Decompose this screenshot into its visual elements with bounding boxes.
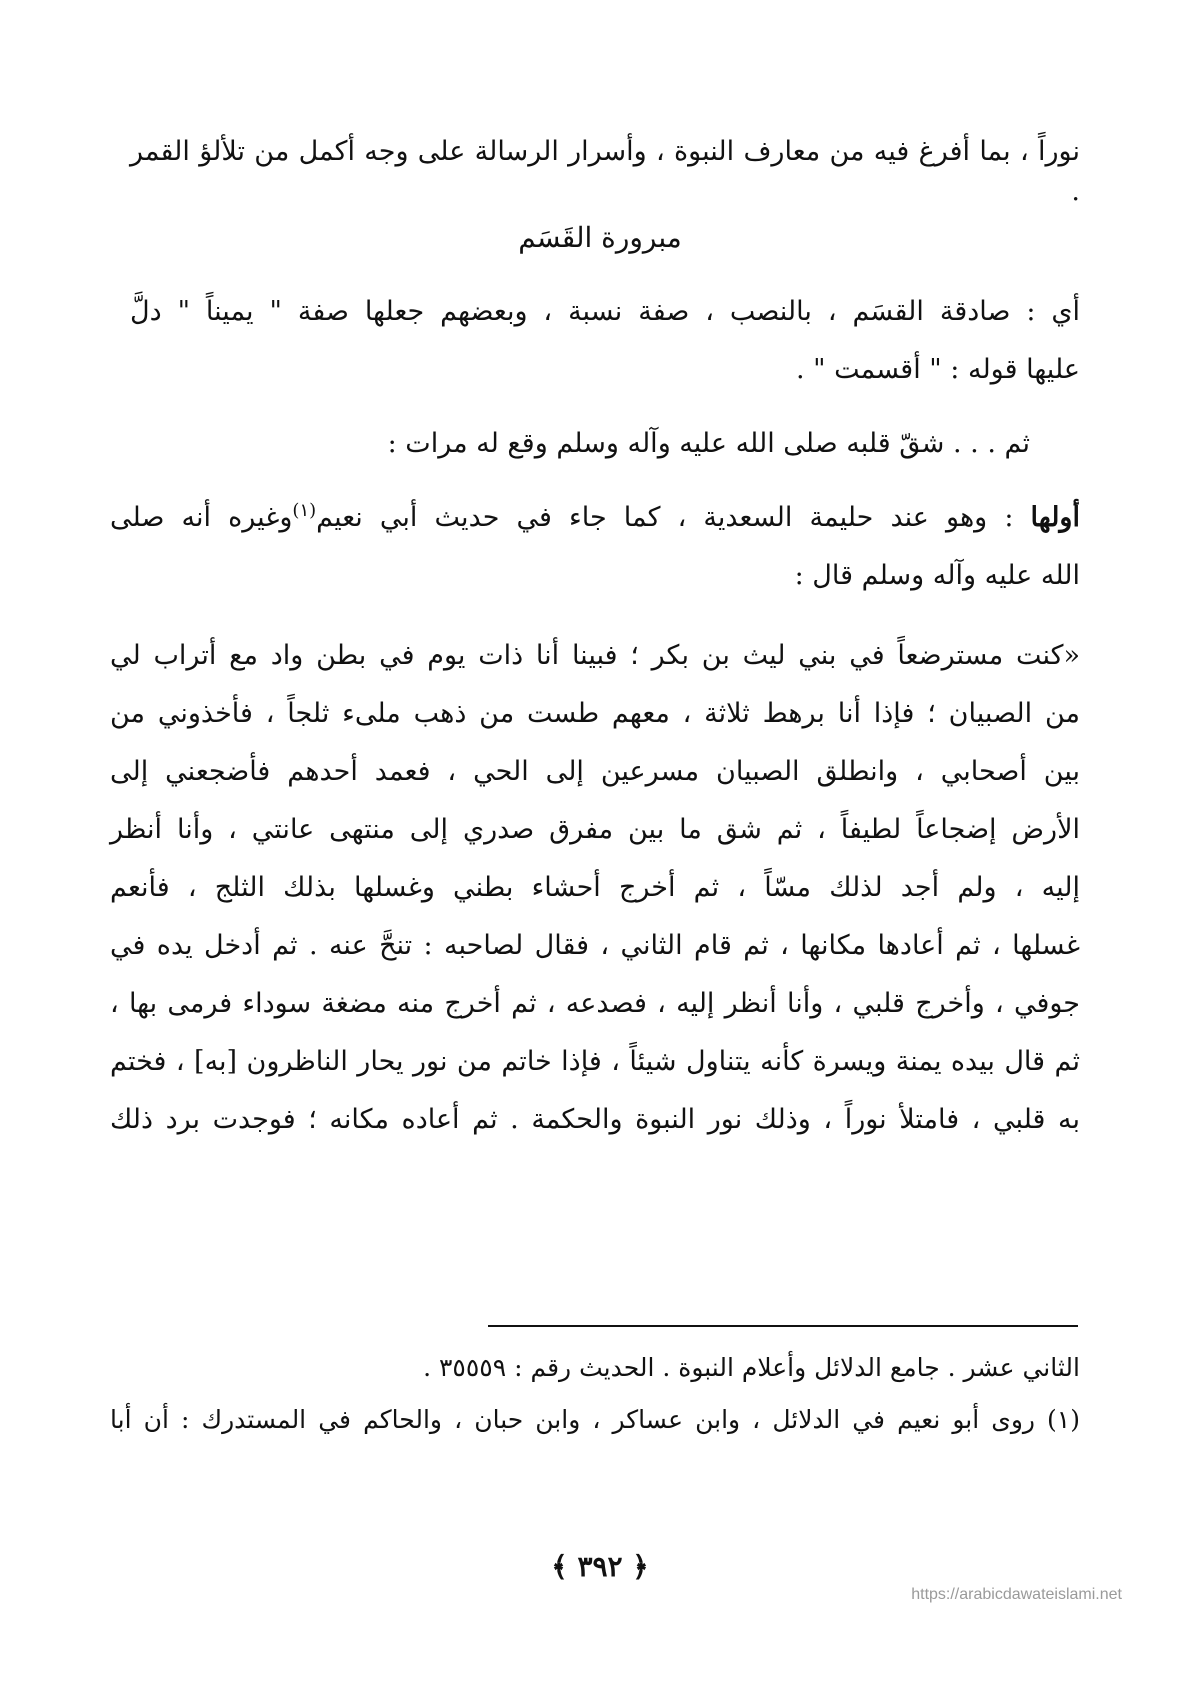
quote-line-9: به قلبي ، فامتلأ نوراً ، وذلك نور النبوة والحكمة . ثم أعاده مكانه ؛ فوجدت برد ذلك [110,1104,1080,1135]
quote-line-8: ثم قال بيده يمنة ويسرة كأنه يتناول شيئاً ، فإذا خاتم من نور يحار الناظرون [به] ، فختم [110,1046,1080,1077]
footnote-line-1: الثاني عشر . جامع الدلائل وأعلام النبوة . الحديث رقم : ٣٥٥٥٩ . [423,1353,1080,1382]
footnote-line-2: (١) روى أبو نعيم في الدلائل ، وابن عساكر ، وابن حبان ، والحاكم في المستدرك : أن أبا [110,1405,1080,1434]
page-number: ﴿ ٣٩٢ ﴾ [551,1550,649,1583]
footnote-separator [488,1325,1078,1327]
quote-line-2: من الصبيان ؛ فإذا أنا برهط ثلاثة ، معهم طست من ذهب ملىء ثلجاً ، فأخذوني من [110,698,1080,729]
body-line-3: أي : صادقة القسَم ، بالنصب ، صفة نسبة ، وبعضهم جعلها صفة " يميناً " دلَّ [130,296,1080,327]
first-instance-label: أولها [1030,502,1080,533]
line-6-end: وغيره أنه صلى [110,502,293,533]
section-heading: مبرورة القَسَم [518,221,682,254]
quote-line-1: «كنت مسترضعاً في بني ليث بن بكر ؛ فبينا أنا ذات يوم في بطن واد مع أتراب لي [110,640,1080,671]
body-line-6 [110,498,1080,538]
body-line-1: نوراً ، بما أفرغ فيه من معارف النبوة ، وأسرار الرسالة على وجه أكمل من تلألؤ القمر . [130,136,1080,207]
quote-line-5: إليه ، ولم أجد لذلك مسّاً ، ثم أخرج أحشاء بطني وغسلها بذلك الثلج ، فأنعم [110,872,1080,903]
body-line-4: عليها قوله : " أقسمت " . [795,354,1080,385]
quote-line-7: جوفي ، وأخرج قلبي ، وأنا أنظر إليه ، فصدعه ، ثم أخرج منه مضغة سوداء فرمى بها ، [110,988,1080,1019]
source-watermark: https://arabicdawateislami.net [911,1586,1122,1603]
quote-line-4: الأرض إضجاعاً لطيفاً ، ثم شق ما بين مفرق صدري إلى منتهى عانتي ، وأنا أنظر [110,814,1080,845]
line-6-text: : وهو عند حليمة السعدية ، كما جاء في حديث أبي نعيم [316,502,1014,533]
quote-line-6: غسلها ، ثم أعادها مكانها ، ثم قام الثاني ، فقال لصاحبه : تنحَّ عنه . ثم أدخل يده في [110,930,1080,961]
quote-line-3: بين أصحابي ، وانطلق الصبيان مسرعين إلى الحي ، فعمد أحدهم فأضجعني إلى [110,756,1080,787]
footnote-ref: (١) [292,500,317,521]
body-line-7: الله عليه وآله وسلم قال : [794,560,1080,591]
body-line-5: ثم . . . شقّ قلبه صلى الله عليه وآله وسلم وقع له مرات : [387,428,1030,459]
